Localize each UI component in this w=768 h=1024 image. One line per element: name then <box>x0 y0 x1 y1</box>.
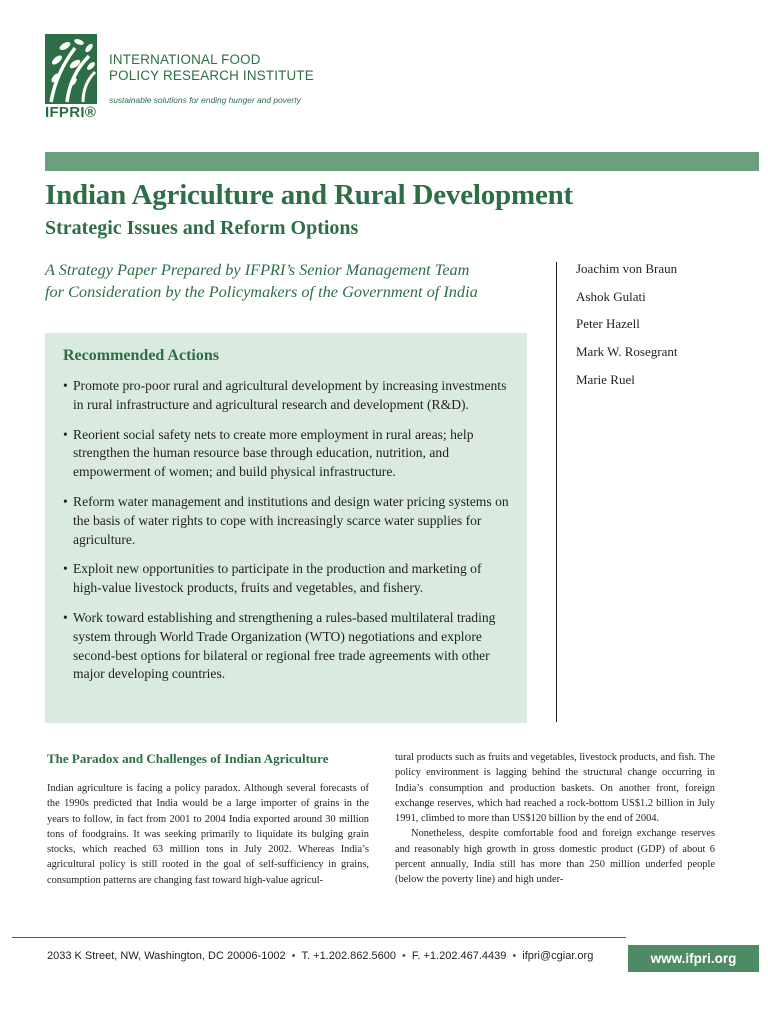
author-name: Joachim von Braun <box>576 261 678 276</box>
author-list <box>576 260 677 398</box>
action-item: • Work toward establishing and strengthening a rules-based multilateral trading system through World Trade Organization (WTO) negotiations and explore second-best options for bilateral or regional free trade agreements with other major developing countries. <box>63 609 511 684</box>
header-band <box>45 152 759 171</box>
document-title: Indian Agriculture and Rural Development <box>45 179 574 211</box>
body-column-right <box>395 750 715 888</box>
recommended-actions-box <box>45 333 527 723</box>
section-heading: The Paradox and Challenges of Indian Agriculture <box>47 751 329 766</box>
actions-list <box>63 377 511 684</box>
footer-rule <box>12 937 626 938</box>
logo-wordmark: IFPRI® <box>45 104 97 121</box>
action-item: • Reform water management and institutions and design water pricing systems on the basis of water rights to cope with increasingly scarce water supplies for agriculture. <box>63 493 511 549</box>
action-item: • Exploit new opportunities to participate in the production and marketing of high-value livestock products, fruits and vegetables, and fishery. <box>63 560 511 598</box>
separator-dot: • <box>291 950 296 962</box>
prepared-line-1: A Strategy Paper Prepared by IFPRI’s Senior Management Team <box>45 260 470 279</box>
body-paragraph: Nonetheless, despite comfortable food and foreign exchange reserves and reasonably high growth in gross domestic product (GDP) of about 6 percent annually, India still has more than 250 million underfed people (below the poverty line) and high under- <box>395 828 715 886</box>
prepared-by-statement <box>45 259 478 303</box>
tagline: sustainable solutions for ending hunger and poverty <box>109 95 301 105</box>
separator-dot: • <box>512 950 517 962</box>
author-name: Mark W. Rosegrant <box>576 344 678 360</box>
separator-dot: • <box>402 950 406 962</box>
footer-address: 2033 K Street, NW, Washington, DC 20006-1002 <box>47 950 286 962</box>
organization-name <box>109 52 314 84</box>
footer-email[interactable]: ifpri@cgiar.org <box>522 950 594 962</box>
body-paragraph: tural products such as fruits and vegetables, livestock products, and fish. The policy environment is lagging behind the structural change occurring in India’s consumption and production baskets. On another front, foreign exchange reserves, which had reached a rock-bottom US$1.2 billion in July 1991, climbed to more than US$120 billion by the end of 2004. <box>395 752 715 825</box>
footer-contact <box>47 950 593 962</box>
org-name-line-2: POLICY RESEARCH INSTITUTE <box>109 68 314 83</box>
body-paragraph: Indian agriculture is facing a policy paradox. Although several forecasts of the 1990s predicted that India would be a large importer of grains in the years to follow, in fact from 2001 to 2004 India exported around 30 million tons of foodgrains. It was seeking primarily to liquidate its bulging grain stocks, which reached 63 million tons in July 2002. Whereas India’s agricultural policy is still rooted in the goal of self-sufficiency in grains, consumption patterns are changing fast toward high-value agricul- <box>47 783 369 886</box>
action-item: • Reorient social safety nets to create more employment in rural areas; help strengthen the human resource base through education, nutrition, and empowerment of women; and build physical infrastructure. <box>63 426 511 482</box>
actions-heading: Recommended Actions <box>63 347 219 364</box>
document-subtitle: Strategic Issues and Reform Options <box>45 217 359 239</box>
website-link[interactable]: www.ifpri.org <box>628 945 759 972</box>
body-column-left <box>47 781 369 888</box>
action-item: • Promote pro-poor rural and agricultural development by increasing investments in rural infrastructure and agricultural research and development (R&D). <box>63 377 511 415</box>
author-name: Peter Hazell <box>576 316 640 332</box>
author-name: Ashok Gulati <box>576 288 646 304</box>
author-divider <box>556 262 557 722</box>
ifpri-logo-icon <box>45 34 97 104</box>
prepared-line-2: for Consideration by the Policymakers of the Government of India <box>45 282 478 301</box>
footer-fax: F. +1.202.467.4439 <box>411 950 507 962</box>
org-name-line-1: INTERNATIONAL FOOD <box>109 52 261 67</box>
footer-phone: T. +1.202.862.5600 <box>301 950 397 962</box>
author-name: Marie Ruel <box>576 371 635 387</box>
